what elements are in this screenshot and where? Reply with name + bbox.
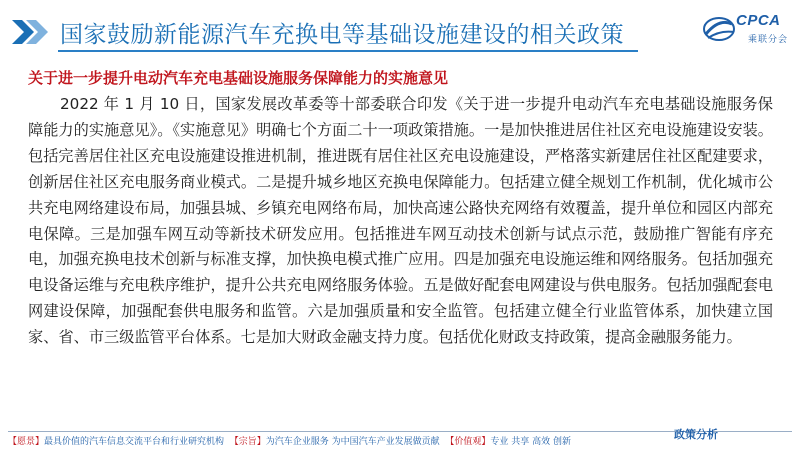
vision-key: 【愿景】 — [8, 437, 45, 447]
cpca-logo — [702, 10, 794, 50]
logo-subtext: 乘联分会 — [748, 35, 789, 45]
mission-text: 为汽车企业服务 为中国汽车产业发展做贡献 — [265, 437, 440, 447]
logo-text: CPCA — [736, 12, 781, 29]
values-text: 专业 共享 高效 创新 — [490, 437, 571, 447]
chevron-right-icon — [12, 20, 52, 44]
section-label: 政策分析 — [674, 428, 718, 441]
vision-text: 最具价值的汽车信息交流平台和行业研究机构 — [44, 437, 225, 447]
mission-key: 【宗旨】 — [229, 437, 266, 447]
page-header — [0, 0, 800, 58]
values-key: 【价值观】 — [445, 437, 491, 447]
logo-mark-icon — [702, 14, 736, 44]
footer-slogans — [8, 434, 571, 447]
section-subheading: 关于进一步提升电动汽车充电基础设施服务保障能力的实施意见 — [28, 69, 449, 87]
page-title: 国家鼓励新能源汽车充换电等基础设施建设的相关政策 — [60, 22, 624, 48]
policy-paragraph: 2022 年 1 月 10 日，国家发展改革委等十部委联合印发《关于进一步提升电动汽车充电基础设施服务保障能力的实施意见》。《实施意见》明确七个方面二十一项政策措施。一是加快推进居住社区充电设施建设安装。包括完善居住社区充电设施建设推进机制，推进既有居住社区充电设施建设，严格落实新建居住社区配建要求，创新居住社区充电服务商业模式。二是提升城乡地区充换电保障能力。包括建立健全规划工作机制，优化城市公共充电网络建设布局，加强县城、乡镇充电网络布局，加快高速公路快充网络有效覆盖，提升单位和园区内部充电保障。三是加强车网互动等新技术研发应用。包括推进车网互动技术创新与试点示范，鼓励推广智能有序充电，加强充换电技术创新与标准支撑，加快换电模式推广应用。四是加强充电设施运维和网络服务。包括加强充电设备运维与充电秩序维护，提升公共充电网络服务体验。五是做好配套电网建设与供电服务。包括加强配套电网建设保障，加强配套供电服务和监管。六是加强质量和安全监管。包括建立健全行业监管体系，加快建立国家、省、市三级监管平台体系。七是加大财政金融支持力度。包括优化财政支持政策，提高金融服务能力。 — [28, 95, 773, 347]
title-underline — [58, 50, 638, 52]
